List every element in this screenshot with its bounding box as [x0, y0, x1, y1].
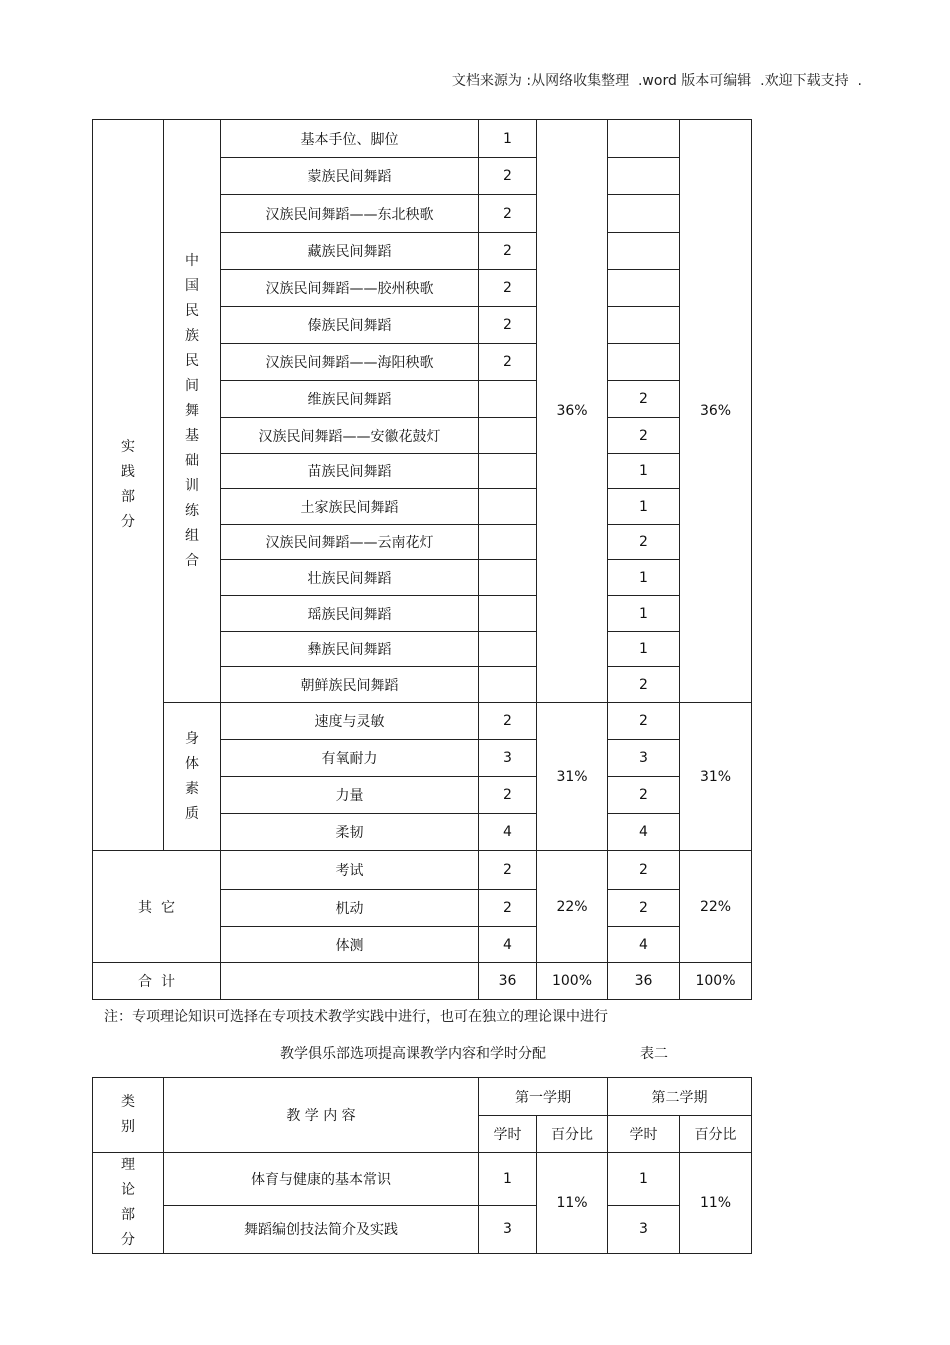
club-hours-table — [92, 1077, 752, 1254]
hours-term1: 2 — [479, 851, 537, 890]
hours-term1: 2 — [479, 195, 537, 233]
total-pct-term2: 100% — [680, 963, 752, 1000]
item-name: 考试 — [221, 851, 479, 890]
group-label-fitness: 身 体 素 质 — [164, 703, 221, 851]
hours-term2 — [608, 158, 680, 195]
pct-term2: 36% — [680, 120, 752, 703]
hours-term1: 2 — [479, 270, 537, 307]
hours-term2: 1 — [608, 632, 680, 667]
hours-term1 — [479, 525, 537, 560]
item-name: 汉族民间舞蹈——安徽花鼓灯 — [221, 418, 479, 454]
hours-term1 — [479, 418, 537, 454]
table-row — [93, 120, 752, 158]
hours-term1: 2 — [479, 233, 537, 270]
pct-term1: 11% — [537, 1153, 608, 1254]
item-name: 瑶族民间舞蹈 — [221, 596, 479, 632]
header-pct-term2: 百分比 — [680, 1116, 752, 1153]
header-content: 教 学 内 容 — [164, 1078, 479, 1153]
hours-term2: 4 — [608, 927, 680, 963]
hours-term2 — [608, 195, 680, 233]
hours-term1: 2 — [479, 344, 537, 381]
hours-term1 — [479, 560, 537, 596]
table-note: 注：专项理论知识可选择在专项技术教学实践中进行，也可在独立的理论课中进行 — [104, 1009, 608, 1025]
pct-term2: 11% — [680, 1153, 752, 1254]
table-number: 表二 — [640, 1046, 668, 1062]
item-name: 藏族民间舞蹈 — [221, 233, 479, 270]
hours-term1: 3 — [479, 1205, 537, 1253]
hours-term1: 3 — [479, 740, 537, 777]
hours-term2: 1 — [608, 454, 680, 489]
item-name: 维族民间舞蹈 — [221, 381, 479, 418]
hours-term2: 3 — [608, 1205, 680, 1253]
header-term2: 第二学期 — [608, 1078, 752, 1116]
pct-term1: 36% — [537, 120, 608, 703]
hours-term2 — [608, 270, 680, 307]
hours-term1: 2 — [479, 777, 537, 814]
table-row — [93, 703, 752, 740]
hours-term1 — [479, 489, 537, 525]
hours-term2: 1 — [608, 560, 680, 596]
item-name: 汉族民间舞蹈——东北秧歌 — [221, 195, 479, 233]
hours-term2 — [608, 120, 680, 158]
item-name: 体测 — [221, 927, 479, 963]
total-hours-term1: 36 — [479, 963, 537, 1000]
header-row — [93, 1078, 752, 1116]
hours-term2: 2 — [608, 381, 680, 418]
hours-table — [92, 119, 752, 1000]
item-name: 汉族民间舞蹈——海阳秧歌 — [221, 344, 479, 381]
hours-term1: 4 — [479, 814, 537, 851]
item-name: 朝鲜族民间舞蹈 — [221, 667, 479, 703]
header-note: 文档来源为 :从网络收集整理 .word 版本可编辑 .欢迎下载支持 . — [451, 73, 862, 89]
table-row — [93, 1205, 752, 1253]
item-name: 力量 — [221, 777, 479, 814]
item-name: 汉族民间舞蹈——云南花灯 — [221, 525, 479, 560]
hours-term2: 1 — [608, 1153, 680, 1206]
hours-term2: 3 — [608, 740, 680, 777]
section-label-other: 其 它 — [93, 851, 221, 963]
item-name: 苗族民间舞蹈 — [221, 454, 479, 489]
item-name: 柔韧 — [221, 814, 479, 851]
hours-term2: 4 — [608, 814, 680, 851]
section-label-practice: 实 践 部 分 — [93, 120, 164, 851]
hours-term1: 1 — [479, 1153, 537, 1206]
hours-term2: 2 — [608, 418, 680, 454]
item-name: 基本手位、脚位 — [221, 120, 479, 158]
item-name: 壮族民间舞蹈 — [221, 560, 479, 596]
hours-term2: 2 — [608, 667, 680, 703]
total-hours-term2: 36 — [608, 963, 680, 1000]
hours-term2: 1 — [608, 596, 680, 632]
hours-term2 — [608, 307, 680, 344]
hours-term1: 2 — [479, 703, 537, 740]
item-name: 傣族民间舞蹈 — [221, 307, 479, 344]
pct-term1: 22% — [537, 851, 608, 963]
pct-term2: 22% — [680, 851, 752, 963]
hours-term2: 2 — [608, 703, 680, 740]
header-category: 类 别 — [93, 1078, 164, 1153]
hours-term2: 1 — [608, 489, 680, 525]
item-name: 蒙族民间舞蹈 — [221, 158, 479, 195]
hours-term2 — [608, 233, 680, 270]
hours-term2: 2 — [608, 851, 680, 890]
item-name: 舞蹈编创技法简介及实践 — [164, 1205, 479, 1253]
hours-term1 — [479, 454, 537, 489]
hours-term1: 2 — [479, 158, 537, 195]
total-label: 合 计 — [93, 963, 221, 1000]
header-hours-term2: 学时 — [608, 1116, 680, 1153]
item-name: 彝族民间舞蹈 — [221, 632, 479, 667]
section-label-theory: 理 论 部 分 — [93, 1153, 164, 1254]
header-pct-term1: 百分比 — [537, 1116, 608, 1153]
item-name: 土家族民间舞蹈 — [221, 489, 479, 525]
hours-term2: 2 — [608, 525, 680, 560]
total-row — [93, 963, 752, 1000]
header-hours-term1: 学时 — [479, 1116, 537, 1153]
table-row — [93, 851, 752, 890]
hours-term1: 2 — [479, 890, 537, 927]
item-name: 汉族民间舞蹈——胶州秧歌 — [221, 270, 479, 307]
hours-term1 — [479, 632, 537, 667]
hours-term1: 2 — [479, 307, 537, 344]
item-name: 有氧耐力 — [221, 740, 479, 777]
hours-term1: 1 — [479, 120, 537, 158]
hours-term1 — [479, 381, 537, 418]
hours-term2: 2 — [608, 777, 680, 814]
group-label-folk: 中 国 民 族 民 间 舞 基 础 训 练 组 合 — [164, 120, 221, 703]
hours-term1: 4 — [479, 927, 537, 963]
header-term1: 第一学期 — [479, 1078, 608, 1116]
item-name: 速度与灵敏 — [221, 703, 479, 740]
hours-term2: 2 — [608, 890, 680, 927]
hours-term2 — [608, 344, 680, 381]
item-name: 体育与健康的基本常识 — [164, 1153, 479, 1206]
table-caption: 教学俱乐部选项提高课教学内容和学时分配 — [280, 1046, 546, 1062]
hours-term1 — [479, 596, 537, 632]
table-row — [93, 1153, 752, 1206]
pct-term2: 31% — [680, 703, 752, 851]
total-pct-term1: 100% — [537, 963, 608, 1000]
hours-term1 — [479, 667, 537, 703]
item-name: 机动 — [221, 890, 479, 927]
total-blank — [221, 963, 479, 1000]
pct-term1: 31% — [537, 703, 608, 851]
